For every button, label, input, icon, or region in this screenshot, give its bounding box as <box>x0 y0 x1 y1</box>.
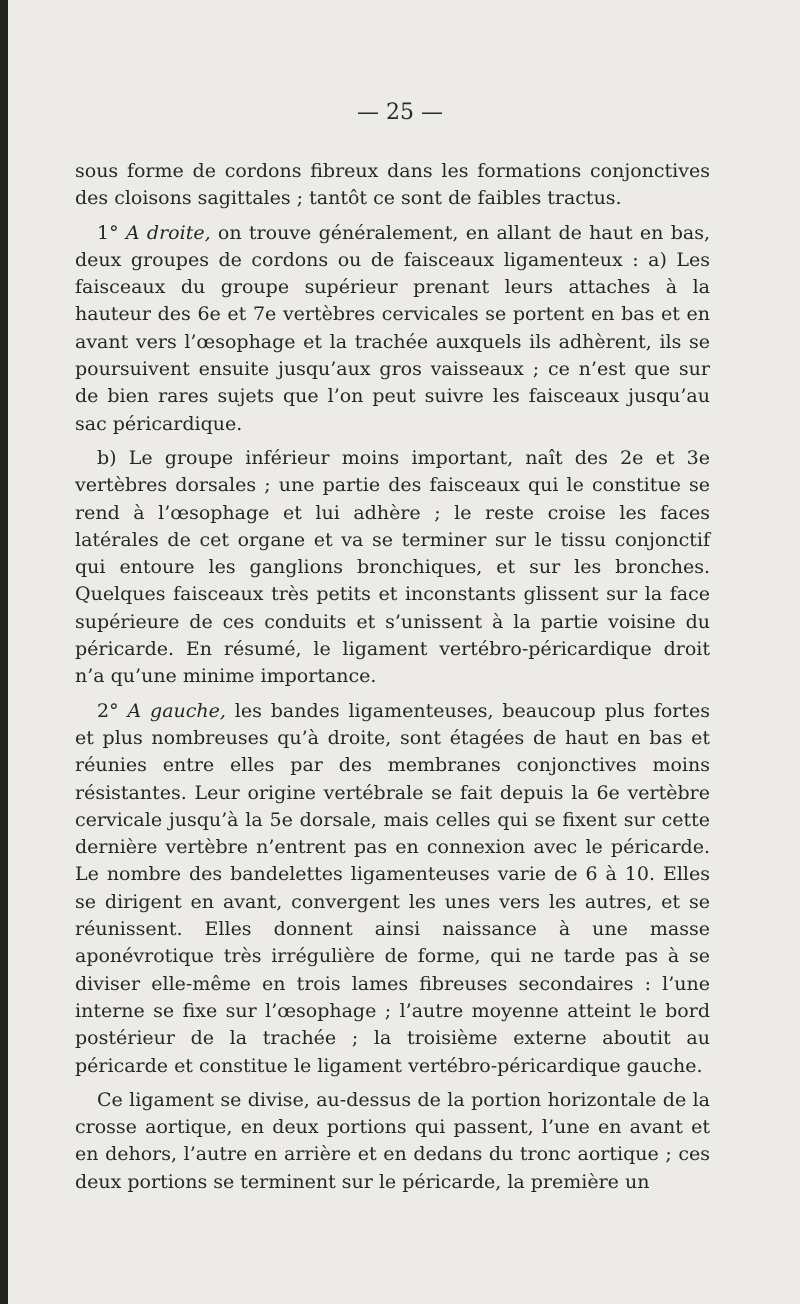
paragraph-continuation <box>75 158 710 213</box>
body-text <box>75 158 710 1196</box>
paragraph-text: b) Le groupe inférieur moins important, naît des 2e et 3e vertèbres dorsales ; une partie des faisceaux qui le constitue se rend à l’œsophage et lui adhère ; le reste croise les faces latérales de cet organe et va se terminer sur le tissu conjonctif qui entoure les ganglions bronchiques, et sur les bronches. Quelques faisceaux très petits et inconstants glissent sur la face supérieure de ces conduits et s’unissent à la partie voisine du péricarde. En résumé, le ligament vertébro-péricardique droit n’a qu’une minime importance. <box>75 446 710 688</box>
section-number: 2° <box>97 699 128 722</box>
paragraph-text: on trouve généralement, en allant de haut en bas, deux groupes de cordons ou de faisceaux ligamenteux : a) Les faisceaux du groupe supérieur prenant leurs attaches à la hauteur des 6e et 7e vertèbres cervicales se portent en bas et en avant vers l’œsophage et la trachée auxquels ils adhèrent, ils se poursuivent ensuite jusqu’aux gros vaisseaux ; ce n’est que sur de bien rares sujets que l’on peut suivre les faisceaux jusqu’au sac péricardique. <box>75 221 710 435</box>
paragraph-text: sous forme de cordons fibreux dans les formations conjonctives des cloisons sagittales ; tantôt ce sont de faibles tractus. <box>75 160 710 210</box>
section-label: A gauche, <box>127 699 226 722</box>
paragraph-text: Ce ligament se divise, au-dessus de la portion horizontale de la crosse aortique, en deux portions qui passent, l’une en avant et en dehors, l’autre en arrière et en dedans du tronc aortique ; ces deux portions se terminent sur le péricarde, la première un <box>75 1088 710 1193</box>
section-label: A droite, <box>125 221 211 244</box>
paragraph-droite <box>75 220 710 438</box>
paragraph-gauche <box>75 698 710 1080</box>
paragraph-ligament <box>75 1087 710 1196</box>
page-number: — 25 — <box>357 100 443 125</box>
paragraph-groupe-inferieur <box>75 445 710 691</box>
paragraph-text: les bandes ligamenteuses, beaucoup plus fortes et plus nombreuses qu’à droite, sont étagées de haut en bas et réunies entre elles par des membranes conjonctives moins résistantes. Leur origine vertébrale se fait depuis la 6e vertèbre cervicale jusqu’à la 5e dorsale, mais celles qui se fixent sur cette dernière vertèbre n’entrent pas en connexion avec le péricarde. Le nombre des bandelettes ligamenteuses varie de 6 à 10. Elles se dirigent en avant, convergent les unes vers les autres, et se réunissent. Elles donnent ainsi naissance à une masse aponévrotique très irrégulière de forme, qui ne tarde pas à se diviser elle-même en trois lames fibreuses secondaires : l’une interne se fixe sur l’œsophage ; l’autre moyenne atteint le bord postérieur de la trachée ; la troisième externe aboutit au péricarde et constitue le ligament vertébro-péricardique gauche. <box>75 699 710 1077</box>
section-number: 1° <box>97 221 126 244</box>
